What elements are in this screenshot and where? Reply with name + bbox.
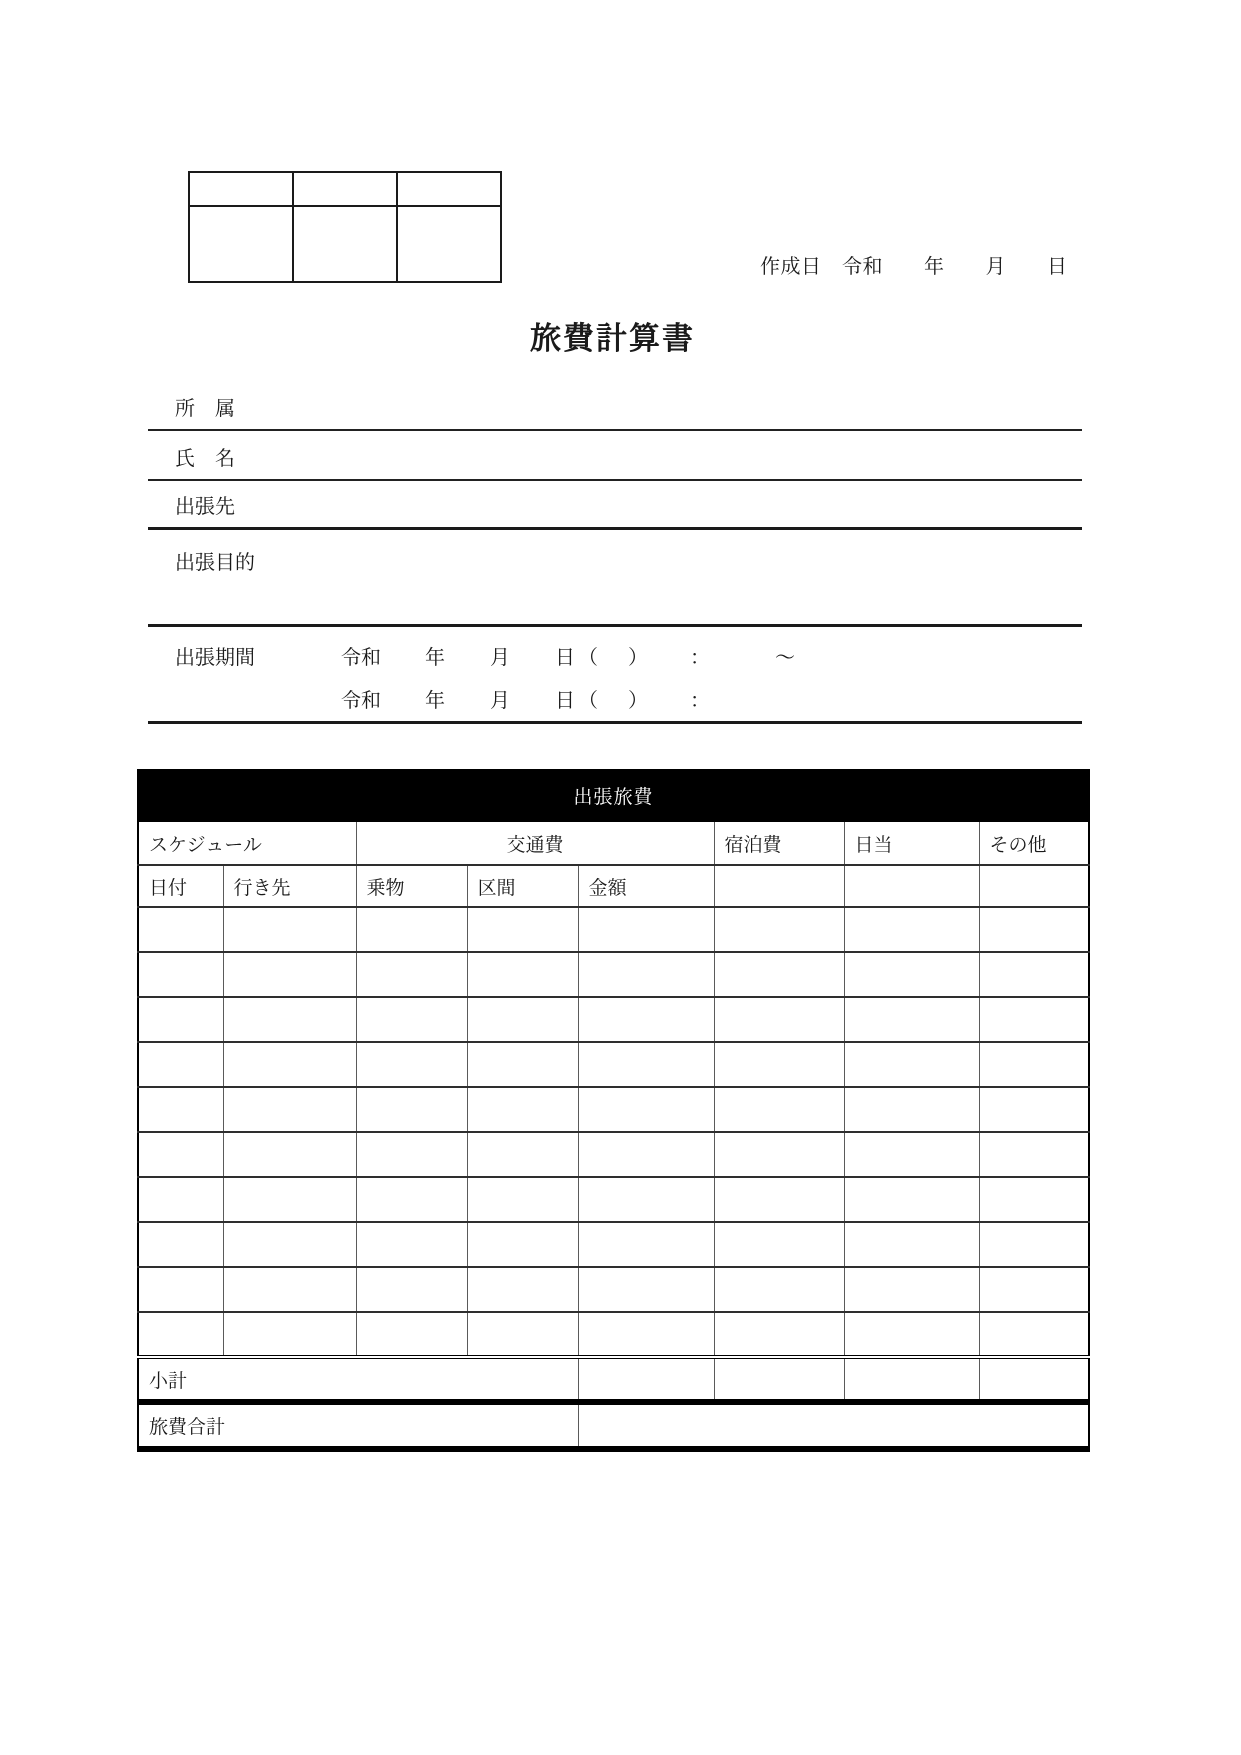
empty-cell: [979, 1132, 1089, 1177]
created-date-line: 作成日 令和 年 月 日: [760, 256, 1068, 278]
col-header-vehicle: 乗物: [356, 865, 467, 907]
period-end-day: 日: [555, 690, 575, 712]
expense-table: [137, 769, 1090, 1452]
empty-cell: [223, 997, 356, 1042]
empty-cell: [714, 1267, 844, 1312]
period-start-paren-close: ）: [628, 647, 648, 669]
empty-cell: [979, 997, 1089, 1042]
empty-cell: [138, 1132, 223, 1177]
empty-cell: [844, 1312, 979, 1357]
empty-cell: [714, 997, 844, 1042]
expense-data-row: [138, 1267, 1089, 1312]
empty-cell: [844, 1267, 979, 1312]
empty-cell: [979, 907, 1089, 952]
stamp-header-cell: [397, 172, 501, 206]
expense-sub-header-row: [138, 865, 1089, 907]
form-fields: [148, 383, 1082, 724]
approval-stamp-grid: [188, 171, 502, 283]
empty-cell: [223, 907, 356, 952]
subtotal-row: [138, 1357, 1089, 1402]
empty-cell: [467, 1267, 578, 1312]
field-row-destination: [148, 481, 1082, 530]
empty-cell: [223, 1042, 356, 1087]
subtotal-lodging-cell: [714, 1357, 844, 1402]
expense-data-row: [138, 1087, 1089, 1132]
expense-data-row: [138, 997, 1089, 1042]
empty-cell: [138, 997, 223, 1042]
col-header-date: 日付: [138, 865, 223, 907]
period-end-paren-open: （: [578, 690, 598, 712]
expense-data-row: [138, 1132, 1089, 1177]
empty-cell: [467, 1042, 578, 1087]
empty-cell: [467, 1312, 578, 1357]
total-value-cell: [578, 1402, 1089, 1449]
col-header-transport: 交通費: [356, 821, 714, 865]
empty-cell: [138, 952, 223, 997]
subtotal-daily-allowance-cell: [844, 1357, 979, 1402]
period-start-month: 月: [490, 647, 510, 669]
empty-cell: [844, 952, 979, 997]
field-row-affiliation: [148, 383, 1082, 431]
field-row-purpose: [148, 530, 1082, 627]
period-start-day: 日: [555, 647, 575, 669]
empty-cell: [223, 952, 356, 997]
empty-cell: [844, 997, 979, 1042]
purpose-label: 出張目的: [175, 552, 255, 574]
empty-cell: [467, 1132, 578, 1177]
subtotal-label: 小計: [138, 1357, 578, 1402]
empty-cell: [578, 1222, 714, 1267]
period-range-tilde: ～: [775, 647, 795, 669]
col-header-daily-allowance: 日当: [844, 821, 979, 865]
expense-table-title-row: [138, 770, 1089, 821]
field-row-period: [148, 627, 1082, 724]
empty-cell: [356, 1177, 467, 1222]
stamp-box: [293, 206, 397, 282]
empty-cell: [356, 952, 467, 997]
empty-cell: [467, 952, 578, 997]
period-label: 出張期間: [175, 647, 255, 669]
col-header-section: 区間: [467, 865, 578, 907]
stamp-grid-header-row: [189, 172, 501, 206]
period-end-month: 月: [490, 690, 510, 712]
empty-cell: [223, 1087, 356, 1132]
empty-cell: [138, 1222, 223, 1267]
empty-cell: [356, 907, 467, 952]
subtotal-other-cell: [979, 1357, 1089, 1402]
empty-cell: [138, 1087, 223, 1132]
subtotal-amount-cell: [578, 1357, 714, 1402]
empty-cell: [138, 1177, 223, 1222]
stamp-grid-body-row: [189, 206, 501, 282]
expense-table-title: 出張旅費: [138, 770, 1089, 821]
expense-data-row: [138, 1042, 1089, 1087]
empty-cell: [979, 1267, 1089, 1312]
period-start-paren-open: （: [578, 647, 598, 669]
period-end-year: 年: [425, 690, 445, 712]
empty-cell: [714, 1132, 844, 1177]
empty-cell: [714, 1177, 844, 1222]
empty-cell: [467, 1177, 578, 1222]
empty-cell: [844, 1087, 979, 1132]
expense-empty-rows: [138, 907, 1089, 1357]
empty-cell: [979, 1177, 1089, 1222]
empty-cell: [979, 952, 1089, 997]
affiliation-label: 所 属: [175, 398, 235, 420]
empty-cell: [578, 1132, 714, 1177]
period-start-year: 年: [425, 647, 445, 669]
empty-cell: [138, 1267, 223, 1312]
empty-cell: [223, 1132, 356, 1177]
total-row: [138, 1402, 1089, 1449]
expense-data-row: [138, 1222, 1089, 1267]
empty-cell: [714, 1312, 844, 1357]
empty-cell: [356, 1087, 467, 1132]
empty-cell: [844, 1177, 979, 1222]
empty-cell: [844, 865, 979, 907]
empty-cell: [714, 907, 844, 952]
empty-cell: [578, 1042, 714, 1087]
page-title: 旅費計算書: [530, 321, 695, 356]
empty-cell: [578, 952, 714, 997]
empty-cell: [223, 1222, 356, 1267]
col-header-schedule: スケジュール: [138, 821, 356, 865]
empty-cell: [578, 997, 714, 1042]
empty-cell: [844, 1042, 979, 1087]
col-header-amount: 金額: [578, 865, 714, 907]
empty-cell: [356, 1042, 467, 1087]
col-header-destination: 行き先: [223, 865, 356, 907]
period-end-paren-close: ）: [628, 690, 648, 712]
period-start-colon: ：: [690, 647, 710, 669]
empty-cell: [979, 1222, 1089, 1267]
empty-cell: [578, 1087, 714, 1132]
empty-cell: [578, 1312, 714, 1357]
empty-cell: [578, 907, 714, 952]
period-end-colon: ：: [690, 690, 710, 712]
empty-cell: [138, 907, 223, 952]
expense-data-row: [138, 952, 1089, 997]
empty-cell: [356, 1132, 467, 1177]
stamp-box: [189, 206, 293, 282]
field-row-name: [148, 431, 1082, 481]
destination-label: 出張先: [175, 496, 235, 518]
empty-cell: [714, 1042, 844, 1087]
empty-cell: [979, 1312, 1089, 1357]
empty-cell: [138, 1042, 223, 1087]
empty-cell: [467, 1087, 578, 1132]
empty-cell: [714, 865, 844, 907]
stamp-header-cell: [189, 172, 293, 206]
period-end-era: 令和: [341, 690, 381, 712]
empty-cell: [467, 997, 578, 1042]
total-label: 旅費合計: [138, 1402, 578, 1449]
empty-cell: [578, 1177, 714, 1222]
empty-cell: [356, 997, 467, 1042]
empty-cell: [979, 1042, 1089, 1087]
empty-cell: [356, 1222, 467, 1267]
empty-cell: [223, 1177, 356, 1222]
empty-cell: [844, 1222, 979, 1267]
empty-cell: [467, 907, 578, 952]
empty-cell: [578, 1267, 714, 1312]
empty-cell: [223, 1267, 356, 1312]
stamp-box: [397, 206, 501, 282]
expense-data-row: [138, 1177, 1089, 1222]
empty-cell: [714, 952, 844, 997]
empty-cell: [356, 1267, 467, 1312]
expense-data-row: [138, 1312, 1089, 1357]
empty-cell: [714, 1222, 844, 1267]
period-start-era: 令和: [341, 647, 381, 669]
empty-cell: [979, 1087, 1089, 1132]
stamp-header-cell: [293, 172, 397, 206]
empty-cell: [844, 907, 979, 952]
col-header-lodging: 宿泊費: [714, 821, 844, 865]
name-label: 氏 名: [175, 448, 235, 470]
empty-cell: [467, 1222, 578, 1267]
empty-cell: [138, 1312, 223, 1357]
empty-cell: [844, 1132, 979, 1177]
empty-cell: [223, 1312, 356, 1357]
expense-group-header-row: [138, 821, 1089, 865]
empty-cell: [979, 865, 1089, 907]
col-header-other: その他: [979, 821, 1089, 865]
empty-cell: [356, 1312, 467, 1357]
expense-data-row: [138, 907, 1089, 952]
empty-cell: [714, 1087, 844, 1132]
